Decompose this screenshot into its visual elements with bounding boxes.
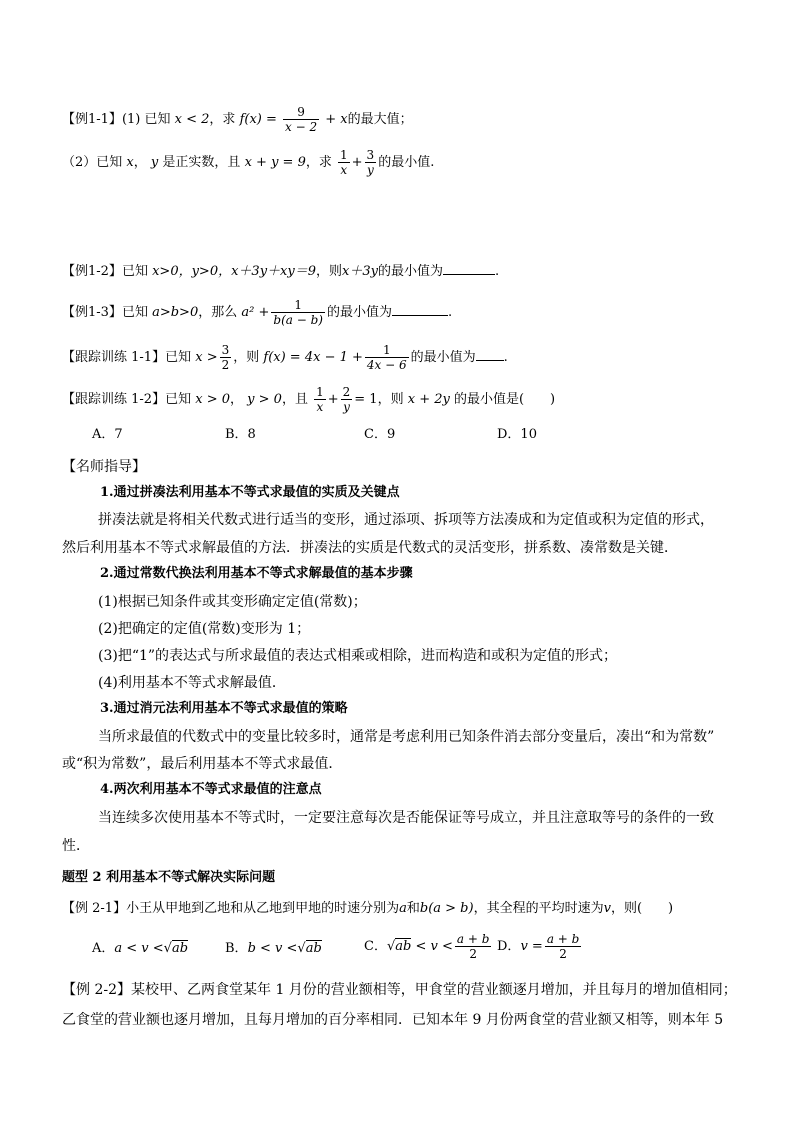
answer-blank [392, 303, 448, 316]
example-2-2-line2: 乙食堂的营业额也逐月增加，且每月增加的百分率相同．已知本年 9 月份两食堂的营业额又相等，则本年 5 [62, 1012, 724, 1028]
option-c: C．9 [364, 427, 396, 442]
guide-heading-3: 3.通过消元法利用基本不等式求最值的策略 [100, 701, 348, 716]
fraction: $\frac{3}{2}$ [221, 343, 230, 372]
option-b: B．8 [225, 427, 256, 442]
guide-text-1a: 拼凑法就是将相关代数式进行适当的变形，通过添项、拆项等方法凑成和为定值或积为定值的形式， [98, 512, 714, 528]
fraction: $\frac{2}{y}$ [342, 385, 351, 414]
topic-2-title: 题型 2 利用基本不等式解决实际问题 [62, 870, 276, 885]
fraction: $\frac{1}{x}$ [340, 148, 348, 177]
fraction: $\frac{9}{x - 2}$ [285, 105, 318, 134]
fraction: $\frac{1}{4x - 6}$ [366, 343, 407, 372]
example-label: 【例 2-1】 [62, 901, 127, 916]
guide-step-1: (1)根据已知条件或其变形确定定值(常数)； [98, 594, 367, 610]
example-label: 【例1-3】 [62, 305, 122, 320]
training-label: 【跟踪训练 1-1】 [62, 350, 166, 365]
option-a: A．7 [92, 427, 123, 442]
fraction: $\frac{3}{y}$ [366, 148, 375, 177]
guide-heading-4: 4.两次利用基本不等式求最值的注意点 [100, 782, 322, 797]
training-label: 【跟踪训练 1-2】 [62, 392, 166, 407]
training-1-2: 【跟踪训练 1-2】已知 x > 0， y > 0，且 $\frac{1}{x}$ + $\frac{2}{y}$ = 1，则 x + 2y 的最小值是( ) [62, 385, 556, 414]
guide-title: 【名师指导】 [62, 459, 146, 475]
guide-step-3: (3)把“1”的表达式与所求最值的表达式相乘或相除，进而构造和或积为定值的形式； [98, 648, 618, 664]
example-label: 【例1-1】 [62, 112, 122, 127]
answer-blank [476, 348, 504, 361]
guide-text-4a: 当连续多次使用基本不等式时，一定要注意每次是否能保证等号成立，并且注意取等号的条件的一致 [98, 810, 714, 826]
option-b: B．b < v <√ab [225, 941, 322, 956]
training-1-1: 【跟踪训练 1-1】已知 x > $\frac{3}{2}$ ，则 f(x) = 4x − 1 + $\frac{1}{4x - 6}$ 的最小值为 . [62, 343, 508, 372]
guide-text-1b: 然后利用基本不等式求解最值的方法．拼凑法的实质是代数式的灵活变形，拼系数、凑常数是关键． [62, 540, 678, 556]
guide-heading-1: 1.通过拼凑法利用基本不等式求最值的实质及关键点 [100, 485, 400, 500]
guide-text-3a: 当所求最值的代数式中的变量比较多时，通常是考虑利用已知条件消去部分变量后，凑出“和为常数” [98, 729, 715, 745]
option-d: D．v = $\frac{a + b}{2}$ [497, 932, 580, 961]
example-1-2: 【例1-2】已知 x>0，y>0，x＋3y＋xy＝9，则x＋3y的最小值为 . [62, 264, 500, 279]
guide-heading-2: 2.通过常数代换法利用基本不等式求解最值的基本步骤 [100, 566, 413, 581]
answer-blank [443, 262, 495, 275]
guide-step-2: (2)把确定的定值(常数)变形为 1； [98, 621, 311, 637]
option-c: C．√ab < v < $\frac{a + b}{2}$ [364, 932, 490, 961]
example-1-1-line1: 【例1-1】(1) 已知 x < 2，求 f(x) = $\frac{9}{x - 2}$ + x的最大值； [62, 105, 413, 134]
fraction: $\frac{1}{b(a - b)}$ [273, 298, 323, 327]
example-1-1-line2: （2）已知 x， y 是正实数，且 x + y = 9，求 $\frac{1}{x}$ + $\frac{3}{y}$ 的最小值. [62, 148, 435, 177]
guide-text-4b: 性． [62, 838, 90, 854]
option-d: D．10 [497, 427, 537, 442]
option-a: A．a < v <√ab [92, 941, 189, 956]
example-1-3: 【例1-3】已知 a>b>0，那么 a² + $\frac{1}{b(a - b)}$ 的最小值为 . [62, 298, 453, 327]
guide-text-3b: 或“积为常数”，最后利用基本不等式求最值． [62, 756, 343, 772]
example-2-1: 【例 2-1】小王从甲地到乙地和从乙地到甲地的时速分别为a和b(a > b)，其全程的平均时速为v，则( ) [62, 901, 674, 916]
guide-step-4: (4)利用基本不等式求解最值． [98, 675, 286, 691]
fraction: $\frac{1}{x}$ [316, 385, 324, 414]
example-label: 【例1-2】 [62, 264, 122, 279]
example-label: 【例 2-2】 [62, 982, 131, 998]
example-2-2-line1: 【例 2-2】某校甲、乙两食堂某年 1 月份的营业额相等，甲食堂的营业额逐月增加，并且每月的增加值相同； [62, 982, 737, 998]
